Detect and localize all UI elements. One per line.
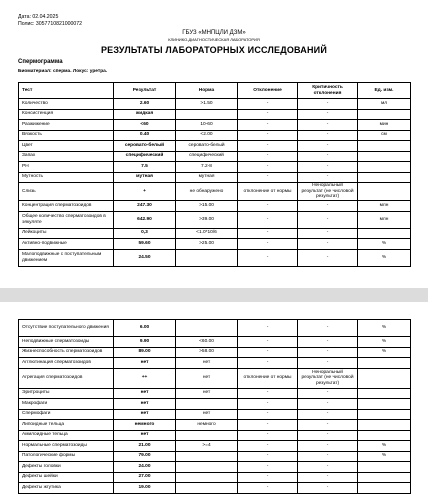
table-row (19, 228, 411, 239)
cell-deviation: отклонение от нормы (238, 183, 298, 201)
table-row (19, 151, 411, 162)
cell-result: <60 (114, 120, 176, 131)
cell-norm (176, 430, 238, 441)
cell-test: Запах (19, 151, 114, 162)
col-header-norm: Норма (176, 83, 238, 99)
cell-criticality: - (298, 462, 358, 473)
cell-result: мутная (114, 172, 176, 183)
organization-name: ГБУЗ «МНПЦЛИ ДЗМ» (182, 30, 246, 36)
cell-unit (358, 368, 411, 388)
cell-norm: нет (176, 388, 238, 399)
cell-deviation: - (238, 399, 298, 410)
cell-unit: % (358, 451, 411, 462)
table-row (19, 399, 411, 410)
cell-test: PH (19, 162, 114, 173)
cell-result: жидкая (114, 109, 176, 120)
cell-unit: млн (358, 211, 411, 228)
cell-result: нет (114, 388, 176, 399)
cell-criticality: - (298, 211, 358, 228)
cell-deviation: - (238, 172, 298, 183)
cell-deviation: - (238, 337, 298, 348)
table-row (19, 337, 411, 348)
cell-test: Разжижение (19, 120, 114, 131)
cell-unit: мин (358, 120, 411, 131)
cell-result: 24.50 (114, 249, 176, 266)
cell-criticality: - (298, 151, 358, 162)
cell-unit (358, 162, 411, 173)
cell-unit (358, 399, 411, 410)
cell-result: нет (114, 430, 176, 441)
table-row (19, 239, 411, 250)
cell-unit: % (358, 337, 411, 348)
biomaterial-line: Биоматериал: сперма. Локус: уретра. (18, 69, 108, 74)
cell-norm (176, 472, 238, 483)
cell-norm: <2.00 (176, 130, 238, 141)
cell-deviation: - (238, 358, 298, 369)
cell-norm (176, 249, 238, 266)
cell-deviation: - (238, 120, 298, 131)
cell-result: 21.00 (114, 441, 176, 452)
cell-unit: мл (358, 99, 411, 110)
table-row (19, 141, 411, 152)
cell-result: 2.60 (114, 99, 176, 110)
cell-deviation: - (238, 109, 298, 120)
cell-deviation: - (238, 483, 298, 494)
col-header-test: Тест (19, 83, 114, 99)
cell-criticality: - (298, 483, 358, 494)
cell-criticality: Неноральный результат (не числовой результат) (298, 183, 358, 201)
cell-test: Макрофаги (19, 399, 114, 410)
cell-deviation: - (238, 451, 298, 462)
table-header-row (19, 83, 411, 99)
table-row (19, 130, 411, 141)
cell-test: Малоподвижные с поступательным движением (19, 249, 114, 266)
cell-deviation: - (238, 99, 298, 110)
cell-result: нет (114, 358, 176, 369)
table-row (19, 347, 411, 358)
cell-deviation: - (238, 211, 298, 228)
cell-result: 642.90 (114, 211, 176, 228)
cell-deviation: отклонение от нормы (238, 368, 298, 388)
cell-norm: <1.0*10/6 (176, 228, 238, 239)
cell-result: нет (114, 399, 176, 410)
cell-result: 9.90 (114, 337, 176, 348)
cell-criticality: - (298, 347, 358, 358)
cell-test: Лейкоциты (19, 228, 114, 239)
cell-norm (176, 320, 238, 337)
patient-meta (18, 14, 82, 27)
cell-result: нет (114, 409, 176, 420)
cell-unit (358, 228, 411, 239)
cell-deviation: - (238, 430, 298, 441)
cell-norm: >15.00 (176, 201, 238, 212)
cell-norm: не обнаружено (176, 183, 238, 201)
cell-test: Общее количество сперматозоидов в эякуляте (19, 211, 114, 228)
table-row (19, 472, 411, 483)
cell-criticality: - (298, 130, 358, 141)
col-header-deviation: Отклонение (238, 83, 298, 99)
cell-test: Жизнеспособность сперматозоидов (19, 347, 114, 358)
cell-norm: нет (176, 358, 238, 369)
cell-norm (176, 483, 238, 494)
table-row (19, 462, 411, 473)
cell-norm (176, 462, 238, 473)
table-row (19, 451, 411, 462)
cell-norm: немного (176, 420, 238, 431)
table-row (19, 109, 411, 120)
cell-criticality: - (298, 141, 358, 152)
cell-test: Слизь (19, 183, 114, 201)
cell-result: 0.40 (114, 130, 176, 141)
cell-test: Липоидные тельца (19, 420, 114, 431)
cell-unit: % (358, 347, 411, 358)
table-row (19, 409, 411, 420)
results-table-page-1 (18, 82, 411, 267)
cell-test: Активно-подвижные (19, 239, 114, 250)
cell-unit (358, 483, 411, 494)
table-row (19, 441, 411, 452)
cell-criticality: - (298, 162, 358, 173)
col-header-result: Результат (114, 83, 176, 99)
cell-test: Патологические формы (19, 451, 114, 462)
table-row (19, 99, 411, 110)
cell-result: 79.00 (114, 451, 176, 462)
table-row (19, 162, 411, 173)
cell-norm: >1.50 (176, 99, 238, 110)
cell-result: 24.00 (114, 462, 176, 473)
table-row (19, 483, 411, 494)
cell-result: 0,3 (114, 228, 176, 239)
cell-criticality: - (298, 337, 358, 348)
cell-norm: <60.00 (176, 337, 238, 348)
cell-criticality: - (298, 399, 358, 410)
report-page-2 (0, 302, 428, 500)
cell-criticality: - (298, 249, 358, 266)
cell-test: Дефекты шейки (19, 472, 114, 483)
cell-norm: серовато-белый (176, 141, 238, 152)
cell-norm: >39.00 (176, 211, 238, 228)
cell-test: Амилоидные тельца (19, 430, 114, 441)
cell-result: 89.00 (114, 347, 176, 358)
cell-criticality: - (298, 388, 358, 399)
cell-test: Агрегация сперматозоидов (19, 368, 114, 388)
cell-unit: см (358, 130, 411, 141)
table-row (19, 249, 411, 266)
cell-result: + (114, 183, 176, 201)
cell-test: Консистенция (19, 109, 114, 120)
cell-result: 27.00 (114, 472, 176, 483)
cell-test: Спермофаги (19, 409, 114, 420)
cell-norm: нет (176, 368, 238, 388)
cell-deviation: - (238, 151, 298, 162)
cell-unit: % (358, 441, 411, 452)
cell-criticality: - (298, 172, 358, 183)
cell-criticality: - (298, 409, 358, 420)
table-body-page-1 (19, 99, 411, 267)
col-header-unit: Ед. изм. (358, 83, 411, 99)
cell-test: Нормальные сперматозоиды (19, 441, 114, 452)
organization (0, 30, 428, 42)
cell-unit: % (358, 320, 411, 337)
cell-norm: мутная (176, 172, 238, 183)
cell-test: Эритроциты (19, 388, 114, 399)
cell-deviation: - (238, 162, 298, 173)
cell-norm: >=4 (176, 441, 238, 452)
cell-test: Количество (19, 99, 114, 110)
table-row (19, 320, 411, 337)
cell-unit: % (358, 239, 411, 250)
cell-unit (358, 420, 411, 431)
cell-result: 19.00 (114, 483, 176, 494)
cell-norm: >25.00 (176, 239, 238, 250)
table-row (19, 120, 411, 131)
cell-criticality: - (298, 228, 358, 239)
cell-test: Дефекты головки (19, 462, 114, 473)
cell-result: серовато-белый (114, 141, 176, 152)
table-row (19, 183, 411, 201)
policy-number: Полис: 3057710821000072 (18, 20, 83, 27)
cell-criticality: - (298, 239, 358, 250)
cell-deviation: - (238, 472, 298, 483)
cell-test: Мутность (19, 172, 114, 183)
cell-criticality: - (298, 320, 358, 337)
cell-norm: нет (176, 409, 238, 420)
cell-result: 7.5 (114, 162, 176, 173)
cell-norm (176, 399, 238, 410)
cell-deviation: - (238, 320, 298, 337)
results-table-page-2 (18, 319, 411, 494)
cell-criticality: - (298, 109, 358, 120)
cell-deviation: - (238, 347, 298, 358)
organization-subtitle: КЛИНИКО-ДИАГНОСТИЧЕСКАЯ ЛАБОРАТОРИЯ (168, 37, 260, 42)
cell-unit (358, 172, 411, 183)
cell-unit (358, 472, 411, 483)
cell-norm (176, 109, 238, 120)
cell-unit (358, 430, 411, 441)
table-row (19, 201, 411, 212)
cell-test: Отсутствие поступательного движения (19, 320, 114, 337)
cell-deviation: - (238, 228, 298, 239)
table-row (19, 172, 411, 183)
cell-criticality: - (298, 441, 358, 452)
cell-criticality: - (298, 99, 358, 110)
cell-criticality: Неноральный результат (не числовой результат) (298, 368, 358, 388)
cell-unit (358, 358, 411, 369)
cell-unit (358, 183, 411, 201)
cell-deviation: - (238, 141, 298, 152)
cell-criticality: - (298, 472, 358, 483)
table-row (19, 358, 411, 369)
cell-criticality: - (298, 451, 358, 462)
cell-norm: >58.00 (176, 347, 238, 358)
cell-deviation: - (238, 388, 298, 399)
cell-result: 6.00 (114, 320, 176, 337)
cell-deviation: - (238, 441, 298, 452)
cell-deviation: - (238, 409, 298, 420)
cell-result: немного (114, 420, 176, 431)
cell-norm (176, 451, 238, 462)
cell-criticality: - (298, 420, 358, 431)
cell-unit (358, 462, 411, 473)
cell-deviation: - (238, 420, 298, 431)
table-row (19, 211, 411, 228)
cell-deviation: - (238, 239, 298, 250)
cell-result: ++ (114, 368, 176, 388)
cell-result: 247.30 (114, 201, 176, 212)
cell-deviation: - (238, 130, 298, 141)
cell-deviation: - (238, 201, 298, 212)
table-row (19, 430, 411, 441)
document-title: РЕЗУЛЬТАТЫ ЛАБОРАТОРНЫХ ИССЛЕДОВАНИЙ (100, 45, 328, 55)
cell-test: Цвет (19, 141, 114, 152)
cell-unit (358, 141, 411, 152)
cell-criticality: - (298, 430, 358, 441)
cell-criticality: - (298, 120, 358, 131)
table-row (19, 420, 411, 431)
cell-deviation: - (238, 249, 298, 266)
cell-criticality: - (298, 201, 358, 212)
cell-test: Агглютинация сперматозоидов (19, 358, 114, 369)
cell-result: специфический (114, 151, 176, 162)
cell-unit (358, 109, 411, 120)
cell-deviation: - (238, 462, 298, 473)
cell-unit (358, 409, 411, 420)
cell-norm: специфический (176, 151, 238, 162)
table-body-page-2 (19, 320, 411, 494)
col-header-criticality: Критичность отклонения (298, 83, 358, 99)
cell-unit (358, 151, 411, 162)
section-title: Спермограмма (18, 59, 63, 65)
table-row (19, 388, 411, 399)
cell-test: Концентрация сперматозоидов (19, 201, 114, 212)
report-date: Дата: 02.04.2025 (18, 14, 59, 20)
cell-norm: 7.2-8 (176, 162, 238, 173)
cell-unit (358, 388, 411, 399)
cell-test: Неподвижные сперматозоиды (19, 337, 114, 348)
cell-unit: % (358, 249, 411, 266)
cell-test: Вязкость (19, 130, 114, 141)
cell-norm: 10-60 (176, 120, 238, 131)
cell-test: Дефекты жгутика (19, 483, 114, 494)
cell-unit: млн (358, 201, 411, 212)
cell-criticality: - (298, 358, 358, 369)
table-row (19, 368, 411, 388)
cell-result: 59.60 (114, 239, 176, 250)
